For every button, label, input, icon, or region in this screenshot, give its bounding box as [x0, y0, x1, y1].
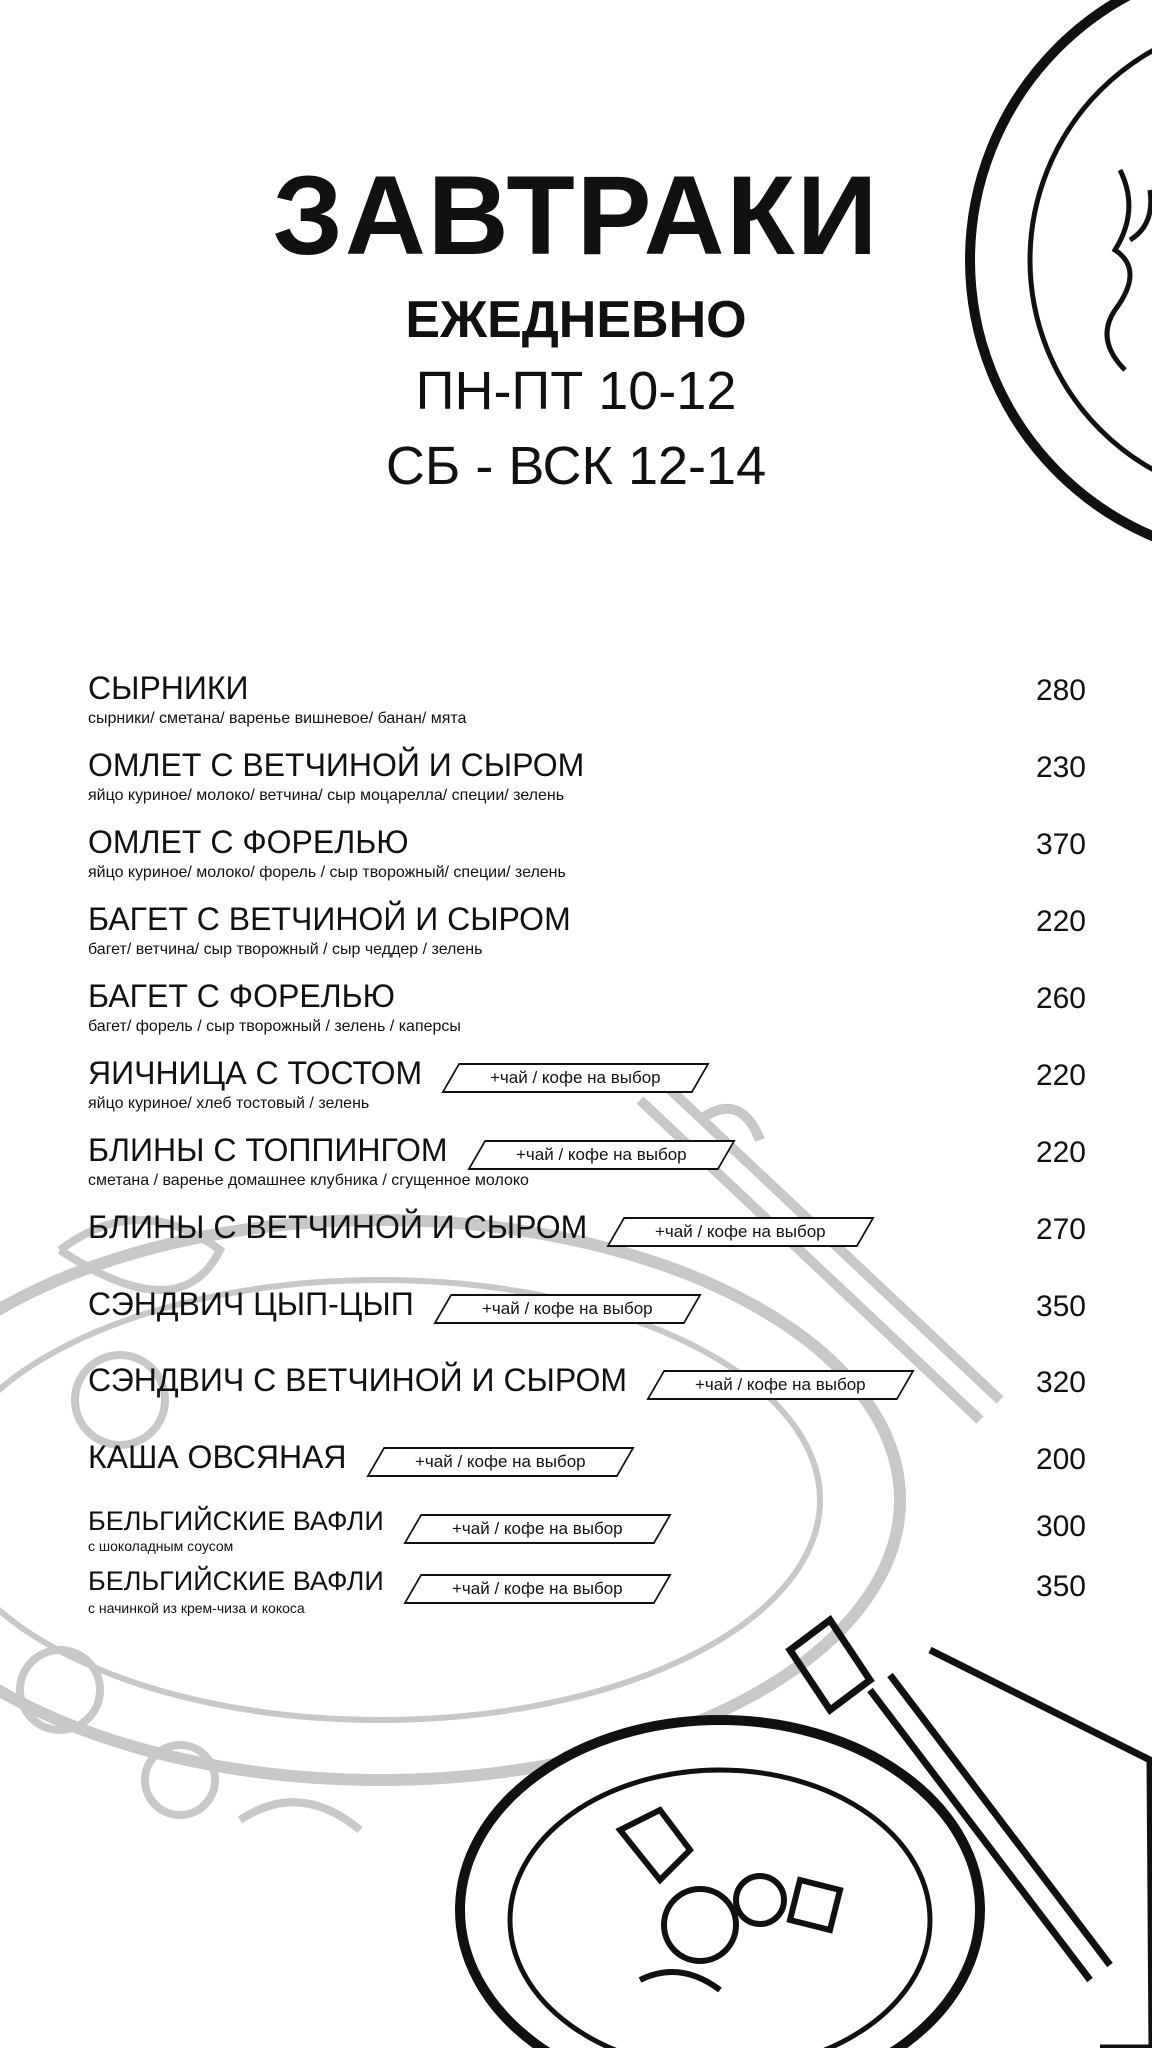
drink-tag: +чай / кофе на выбор	[403, 1514, 671, 1544]
menu-item-bliny-topping	[88, 1134, 1086, 1194]
item-description: яйцо куриное/ хлеб тостовый / зелень	[88, 1095, 370, 1112]
item-description: багет/ ветчина/ сыр творожный / сыр чеддер / зелень	[88, 941, 483, 958]
item-name: БЕЛЬГИЙСКИЕ ВАФЛИ	[88, 1506, 384, 1536]
item-price: 220	[1035, 905, 1086, 938]
item-price: 350	[1035, 1290, 1086, 1323]
menu-header	[0, 153, 1152, 497]
menu-subtitle: ЕЖЕДНЕВНО	[405, 291, 747, 349]
item-name: БЛИНЫ С ТОППИНГОМ	[88, 1132, 448, 1168]
item-name: БЕЛЬГИЙСКИЕ ВАФЛИ	[88, 1566, 384, 1596]
item-price: 350	[1035, 1570, 1086, 1603]
drink-tag: +чай / кофе на выбор	[403, 1574, 671, 1604]
menu-item-kasha	[88, 1441, 1086, 1501]
item-name: БАГЕТ С ВЕТЧИНОЙ И СЫРОМ	[88, 901, 571, 937]
item-name: СЫРНИКИ	[88, 670, 249, 706]
item-price: 220	[1035, 1059, 1086, 1092]
menu-item-omlet-vetchina	[88, 749, 1086, 809]
plate-bottom-inner-icon	[510, 1770, 930, 2048]
salad-icon	[620, 1810, 840, 1990]
item-price: 320	[1035, 1366, 1086, 1399]
hours-weekend: СБ - ВСК 12-14	[385, 436, 767, 497]
item-description: яйцо куриное/ молоко/ ветчина/ сыр моцарелла/ специи/ зелень	[88, 787, 565, 804]
item-name: ОМЛЕТ С ФОРЕЛЬЮ	[88, 824, 409, 860]
drink-tag: +чай / кофе на выбор	[433, 1294, 701, 1324]
item-price: 280	[1035, 674, 1086, 707]
item-price: 200	[1035, 1443, 1086, 1476]
hours-weekday: ПН-ПТ 10-12	[415, 361, 737, 421]
item-description: сметана / варенье домашнее клубника / сгущенное молоко	[88, 1172, 529, 1189]
menu-item-baget-vetchina	[88, 903, 1086, 963]
menu-item-yaichnica	[88, 1057, 1086, 1117]
item-description: яйцо куриное/ молоко/ форель / сыр творожный/ специи/ зелень	[88, 864, 566, 881]
menu-item-syrniki	[88, 672, 1086, 732]
napkin-icon	[930, 1650, 1152, 2048]
drink-tag: +чай / кофе на выбор	[607, 1217, 875, 1247]
item-name: СЭНДВИЧ ЦЫП-ЦЫП	[88, 1286, 414, 1322]
menu-item-vafli-shokolad	[88, 1508, 1086, 1568]
item-price: 230	[1035, 751, 1086, 784]
item-description: сырники/ сметана/ варенье вишневое/ банан/ мята	[88, 710, 467, 727]
drink-tag: +чай / кофе на выбор	[646, 1370, 914, 1400]
drink-tag: +чай / кофе на выбор	[366, 1447, 634, 1477]
item-name: БЛИНЫ С ВЕТЧИНОЙ И СЫРОМ	[88, 1209, 588, 1245]
item-price: 220	[1035, 1136, 1086, 1169]
menu-item-vafli-krem	[88, 1568, 1086, 1628]
menu-item-omlet-forel	[88, 826, 1086, 886]
item-price: 370	[1035, 828, 1086, 861]
item-name: СЭНДВИЧ С ВЕТЧИНОЙ И СЫРОМ	[88, 1362, 628, 1398]
item-description: багет/ форель / сыр творожный / зелень / каперсы	[88, 1018, 461, 1035]
item-description: с шоколадным соусом	[88, 1538, 234, 1554]
item-price: 260	[1035, 982, 1086, 1015]
item-price: 270	[1035, 1213, 1086, 1246]
item-name: ОМЛЕТ С ВЕТЧИНОЙ И СЫРОМ	[88, 747, 585, 783]
menu-item-baget-forel	[88, 980, 1086, 1040]
item-name: ЯИЧНИЦА С ТОСТОМ	[88, 1055, 423, 1091]
item-name: КАША ОВСЯНАЯ	[88, 1439, 347, 1475]
plate-bottom-icon	[460, 1720, 980, 2048]
drink-tag: +чай / кофе на выбор	[467, 1140, 735, 1170]
item-description: с начинкой из крем-чиза и кокоса	[88, 1600, 305, 1616]
item-name: БАГЕТ С ФОРЕЛЬЮ	[88, 978, 395, 1014]
menu-item-sendvich-vetchina	[88, 1364, 1086, 1424]
page-title: ЗАВТРАКИ	[272, 153, 880, 278]
menu-item-bliny-vetchina	[88, 1211, 1086, 1271]
fork-icon	[790, 1620, 1110, 1980]
menu-item-sendvich-cyp	[88, 1288, 1086, 1348]
item-price: 300	[1035, 1510, 1086, 1543]
drink-tag: +чай / кофе на выбор	[441, 1063, 709, 1093]
